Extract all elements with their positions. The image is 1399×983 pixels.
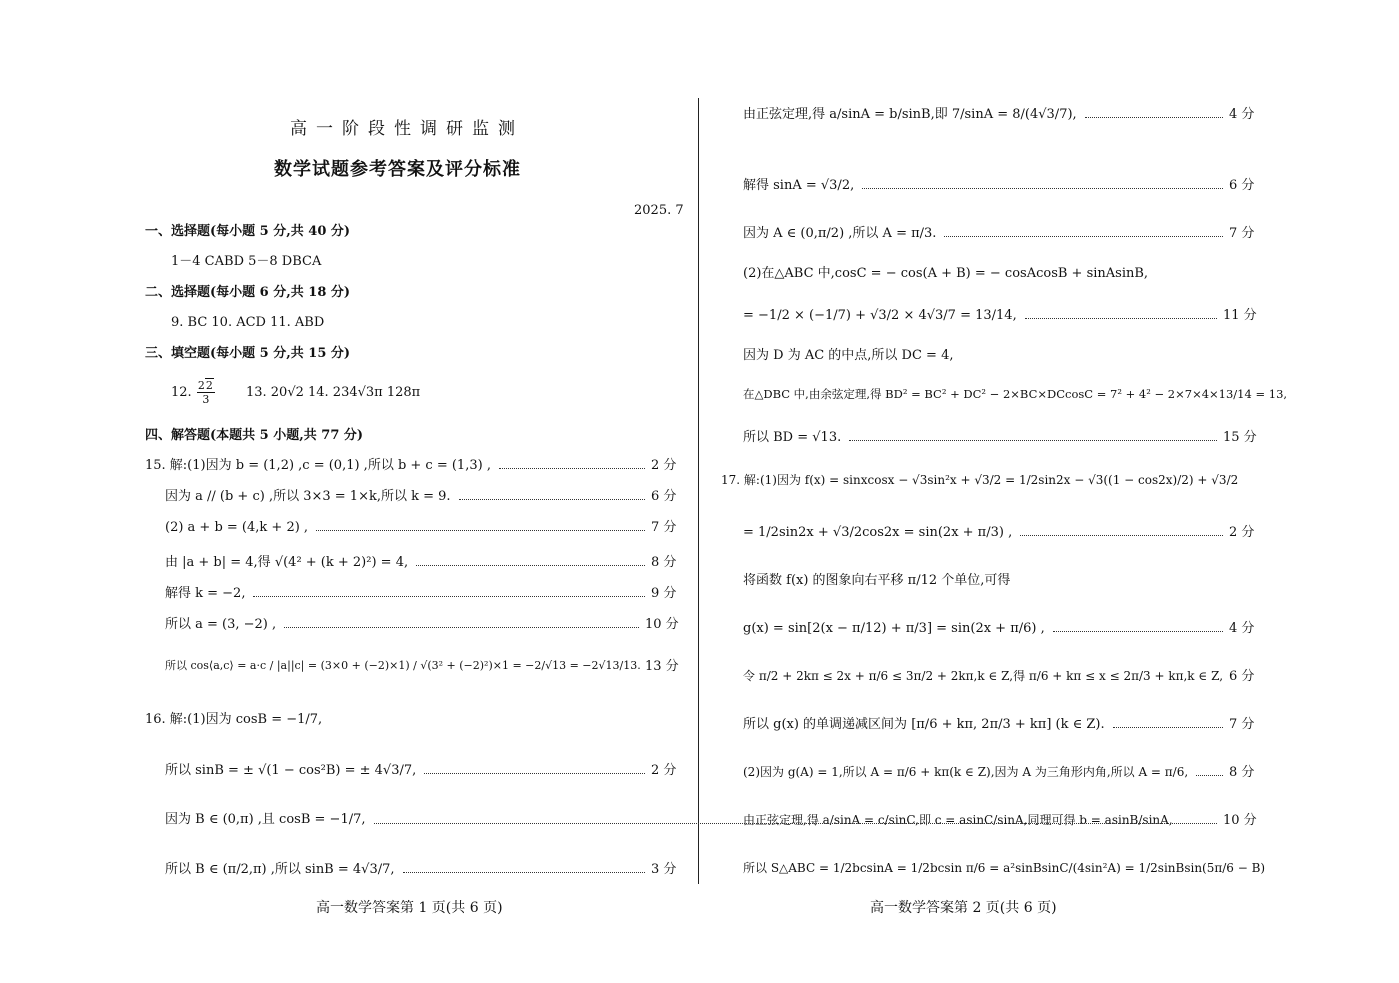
solution-line: (2)在△ABC 中,cosC = − cos(A + B) = − cosAcosB + sinAsinB, bbox=[743, 266, 1149, 281]
solution-line: 解得 sinA = √3/2, bbox=[743, 178, 855, 193]
solution-line: 所以 cos⟨a,c⟩ = a·c / |a||c| = (3×0 + (−2)×1) / √(3² + (−2)²)×1 = −2/√13 = −2√13/13. bbox=[165, 659, 641, 672]
answer-line: 1－4 CABD 5－8 DBCA bbox=[171, 254, 322, 269]
solution-line: (2)因为 g(A) = 1,所以 A = π/6 + kπ(k ∈ Z),因为 A 为三角形内角,所以 A = π/6, bbox=[743, 765, 1189, 779]
dot-leader bbox=[1085, 117, 1223, 118]
score: 3 分 bbox=[651, 862, 677, 877]
score: 6 分 bbox=[651, 489, 677, 504]
section-title: 二、选择题(每小题 6 分,共 18 分) bbox=[145, 285, 351, 300]
score: 15 分 bbox=[1223, 430, 1257, 445]
page-footer: 高一数学答案第 2 页(共 6 页) bbox=[870, 900, 1057, 916]
score: 2 分 bbox=[651, 763, 677, 778]
solution-line: 在△DBC 中,由余弦定理,得 BD² = BC² + DC² − 2×BC×DCcosC = 7² + 4² − 2×7×4×13/14 = 13, bbox=[743, 387, 1288, 401]
section-title: 四、解答题(本题共 5 小题,共 77 分) bbox=[145, 428, 364, 443]
solution-line: 因为 B ∈ (0,π) ,且 cosB = −1/7, bbox=[165, 812, 366, 827]
score: 2 分 bbox=[1229, 525, 1255, 540]
dot-leader bbox=[944, 236, 1223, 237]
dot-leader bbox=[316, 530, 645, 531]
date: 2025. 7 bbox=[634, 203, 684, 218]
section-title: 三、填空题(每小题 5 分,共 15 分) bbox=[145, 346, 351, 361]
solution-line: 将函数 f(x) 的图象向右平移 π/12 个单位,可得 bbox=[743, 573, 1011, 588]
solution-line: 15. 解:(1)因为 b = (1,2) ,c = (0,1) ,所以 b + c = (1,3) , bbox=[145, 458, 491, 473]
score: 6 分 bbox=[1229, 178, 1255, 193]
answer-number: 12. bbox=[171, 385, 192, 400]
solution-line: 所以 a = (3, −2) , bbox=[165, 617, 277, 632]
dot-leader bbox=[1025, 318, 1217, 319]
score: 6 分 bbox=[1229, 669, 1255, 684]
score: 13 分 bbox=[645, 659, 679, 674]
solution-line: 由 |a + b| = 4,得 √(4² + (k + 2)²) = 4, bbox=[165, 555, 409, 570]
solution-line: 所以 B ∈ (π/2,π) ,所以 sinB = 4√3/7, bbox=[165, 862, 395, 877]
solution-line: = 1/2sin2x + √3/2cos2x = sin(2x + π/3) , bbox=[743, 525, 1013, 540]
solution-line: 所以 g(x) 的单调递减区间为 [π/6 + kπ, 2π/3 + kπ] (k ∈ Z). bbox=[743, 717, 1105, 732]
dot-leader bbox=[284, 627, 639, 628]
solution-line: 解得 k = −2, bbox=[165, 586, 246, 601]
dot-leader bbox=[1196, 775, 1223, 776]
dot-leader bbox=[1020, 535, 1223, 536]
solution-line: 17. 解:(1)因为 f(x) = sinxcosx − √3sin²x + √3/2 = 1/2sin2x − √3((1 − cos2x)/2) + √3/2 bbox=[721, 473, 1239, 487]
solution-line: 由正弦定理,得 a/sinA = c/sinC,即 c = asinC/sinA,同理可得 b = asinB/sinA, bbox=[743, 813, 1173, 827]
solution-line: 16. 解:(1)因为 cosB = −1/7, bbox=[145, 712, 323, 727]
solution-line: 因为 D 为 AC 的中点,所以 DC = 4, bbox=[743, 348, 954, 363]
page-footer: 高一数学答案第 1 页(共 6 页) bbox=[316, 900, 503, 916]
dot-leader bbox=[862, 188, 1223, 189]
solution-line: (2) a + b = (4,k + 2) , bbox=[165, 520, 309, 535]
score: 9 分 bbox=[651, 586, 677, 601]
header-subtitle: 高一阶段性调研监测 bbox=[290, 119, 524, 139]
answer-rest: 13. 20√2 14. 234√3π 128π bbox=[245, 385, 421, 400]
dot-leader bbox=[416, 565, 645, 566]
score: 4 分 bbox=[1229, 621, 1255, 636]
score: 10 分 bbox=[1223, 813, 1257, 828]
answer-line: 9. BC 10. ACD 11. ABD bbox=[171, 315, 325, 330]
score: 4 分 bbox=[1229, 107, 1255, 122]
score: 8 分 bbox=[1229, 765, 1255, 780]
dot-leader bbox=[1113, 727, 1223, 728]
score: 7 分 bbox=[651, 520, 677, 535]
solution-line: 所以 S△ABC = 1/2bcsinA = 1/2bcsin π/6 = a²sinBsinC/(4sin²A) = 1/2sinBsin(5π/6 − B) bbox=[743, 861, 1266, 875]
dot-leader bbox=[459, 499, 645, 500]
page-title: 数学试题参考答案及评分标准 bbox=[274, 159, 521, 180]
solution-line: = −1/2 × (−1/7) + √3/2 × 4√3/7 = 13/14, bbox=[743, 308, 1017, 323]
solution-line: g(x) = sin[2(x − π/12) + π/3] = sin(2x + π/6) , bbox=[743, 621, 1045, 636]
dot-leader bbox=[253, 596, 645, 597]
dot-leader bbox=[403, 872, 645, 873]
score: 7 分 bbox=[1229, 717, 1255, 732]
solution-line: 所以 sinB = ± √(1 − cos²B) = ± 4√3/7, bbox=[165, 763, 417, 778]
score: 2 分 bbox=[651, 458, 677, 473]
dot-leader bbox=[849, 440, 1217, 441]
dot-leader bbox=[374, 823, 1218, 824]
score: 8 分 bbox=[651, 555, 677, 570]
solution-line: 所以 BD = √13. bbox=[743, 430, 842, 445]
solution-line: 令 π/2 + 2kπ ≤ 2x + π/6 ≤ 3π/2 + 2kπ,k ∈ Z,得 π/6 + kπ ≤ x ≤ 2π/3 + kπ,k ∈ Z, bbox=[743, 669, 1224, 683]
answer-line: 12. $\frac{22}{3}$ 13. 20√2 14. 234√3π 128π bbox=[171, 379, 421, 406]
section-title: 一、选择题(每小题 5 分,共 40 分) bbox=[145, 224, 351, 239]
score: 7 分 bbox=[1229, 226, 1255, 241]
solution-line: 由正弦定理,得 a/sinA = b/sinB,即 7/sinA = 8/(4√3/7), bbox=[743, 107, 1077, 122]
dot-leader bbox=[499, 468, 645, 469]
dot-leader bbox=[424, 773, 645, 774]
solution-line: 因为 A ∈ (0,π/2) ,所以 A = π/3. bbox=[743, 226, 937, 241]
solution-line: 因为 a // (b + c) ,所以 3×3 = 1×k,所以 k = 9. bbox=[165, 489, 451, 504]
column-divider bbox=[698, 98, 699, 884]
dot-leader bbox=[1053, 631, 1223, 632]
score: 10 分 bbox=[645, 617, 679, 632]
score: 11 分 bbox=[1223, 308, 1257, 323]
